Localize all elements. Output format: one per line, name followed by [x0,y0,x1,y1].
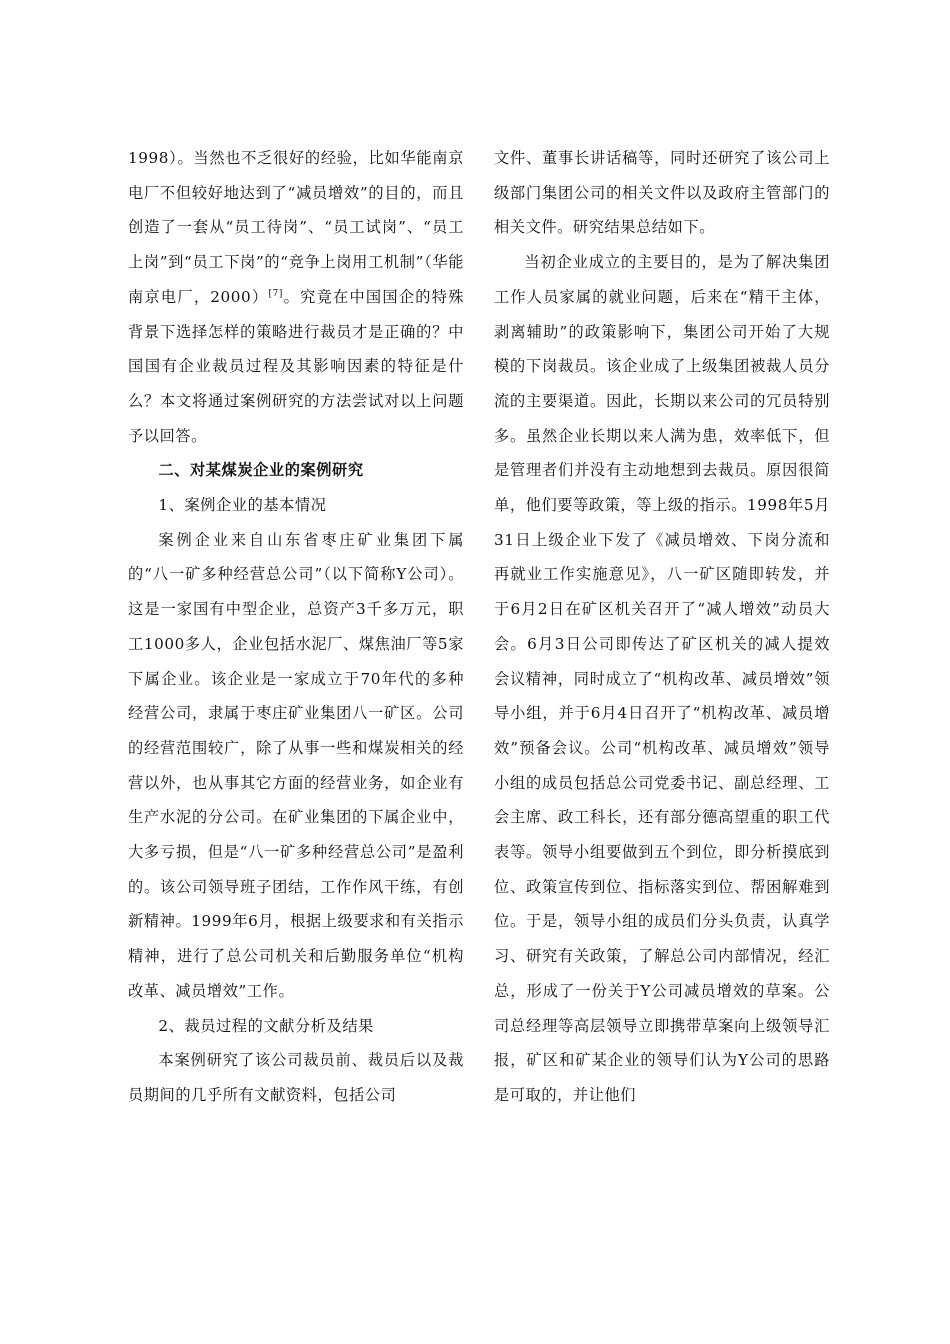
paragraph: 本案例研究了该公司裁员前、裁员后以及裁员期间的几乎所有文献资料，包括公司 [128,1051,464,1104]
paragraph: 案例企业来自山东省枣庄矿业集团下属的“八一矿多种经营总公司”（以下简称Y公司）。这是一家国有中型企业，总资产3千多万元，职工1000多人，企业包括水泥厂、煤焦油厂等5家下属企业。该企业是一家成立于70年代的多种经营公司，隶属于枣庄矿业集团八一矿区。公司的经营范围较广，除了从事一些和煤炭相关的经营以外，也从事其它方面的经营业务，如企业有生产水泥的分公司。在矿业集团的下属企业中，大多亏损，但是“八一矿多种经营总公司”是盈利的。该公司领导班子团结，工作作风干练，有创新精神。1999年6月，根据上级要求和有关指示精神，进行了总公司机关和后勤服务单位“机构改革、减员增效”工作。 [128,530,464,1000]
citation-reference: [7] [268,288,283,299]
paragraph: 当初企业成立的主要目的，是为了解决集团工作人员家属的就业问题，后来在“精干主体，剥离辅助”的政策影响下，集团公司开始了大规模的下岗裁员。该企业成了上级集团被裁人员分流的主要渠道。因此，长期以来公司的冗员特别多。虽然企业长期以来人满为患，效率低下，但是管理者们并没有主动地想到去裁员。原因很简单，他们要等政策，等上级的指示。1998年5月31日上级企业下发了《减员增效、下岗分流和再就业工作实施意见》，八一矿区随即转发，并于6月2日在矿区机关召开了“减人增效”动员大会。6月3日公司即传达了矿区机关的减人提效会议精神，同时成立了“机构改革、减员增效”领导小组，并于6月4日召开了“机构改革、减员增效”预备会议。公司“机构改革、减员增效”领导小组的成员包括总公司党委书记、副总经理、工会主席、政工科长，还有部分德高望重的职工代表等。领导小组要做到五个到位，即分析摸底到位、政策宣传到位、指标落实到位、帮困解难到位。于是，领导小组的成员们分头负责，认真学习、研究有关政策，了解总公司内部情况，经汇总，形成了一份关于Y公司减员增效的草案。公司总经理等高层领导立即携带草案向上级领导汇报，矿区和矿某企业的领导们认为Y公司的思路是可取的，并让他们 [494,253,830,1104]
subsection-heading: 1、案例企业的基本情况 [158,496,327,515]
paragraph: 文件、董事长讲话稿等，同时还研究了该公司上级部门集团公司的相关文件以及政府主管部门的相关文件。研究结果总结如下。 [494,149,830,237]
paragraph-text: 。究竟在中国国企的特殊背景下选择怎样的策略进行裁员才是正确的？中国国有企业裁员过程及其影响因素的特征是什么？本文将通过案例研究的方法尝试对以上问题予以回答。 [128,287,464,445]
paragraph-text: 1998）。当然也不乏很好的经验，比如华能南京电厂不但较好地达到了“减员增效”的目的，而且创造了一套从“员工待岗”、“员工试岗”、“员工上岗”到“员工下岗”的“竞争上岗用工机制”（华能南京电厂，2000） [128,149,464,306]
subsection-heading: 2、裁员过程的文献分析及结果 [158,1016,374,1035]
right-column [494,141,830,1113]
section-heading: 二、对某煤炭企业的案例研究 [158,461,364,480]
left-column [128,141,464,1113]
paragraph [128,141,464,453]
